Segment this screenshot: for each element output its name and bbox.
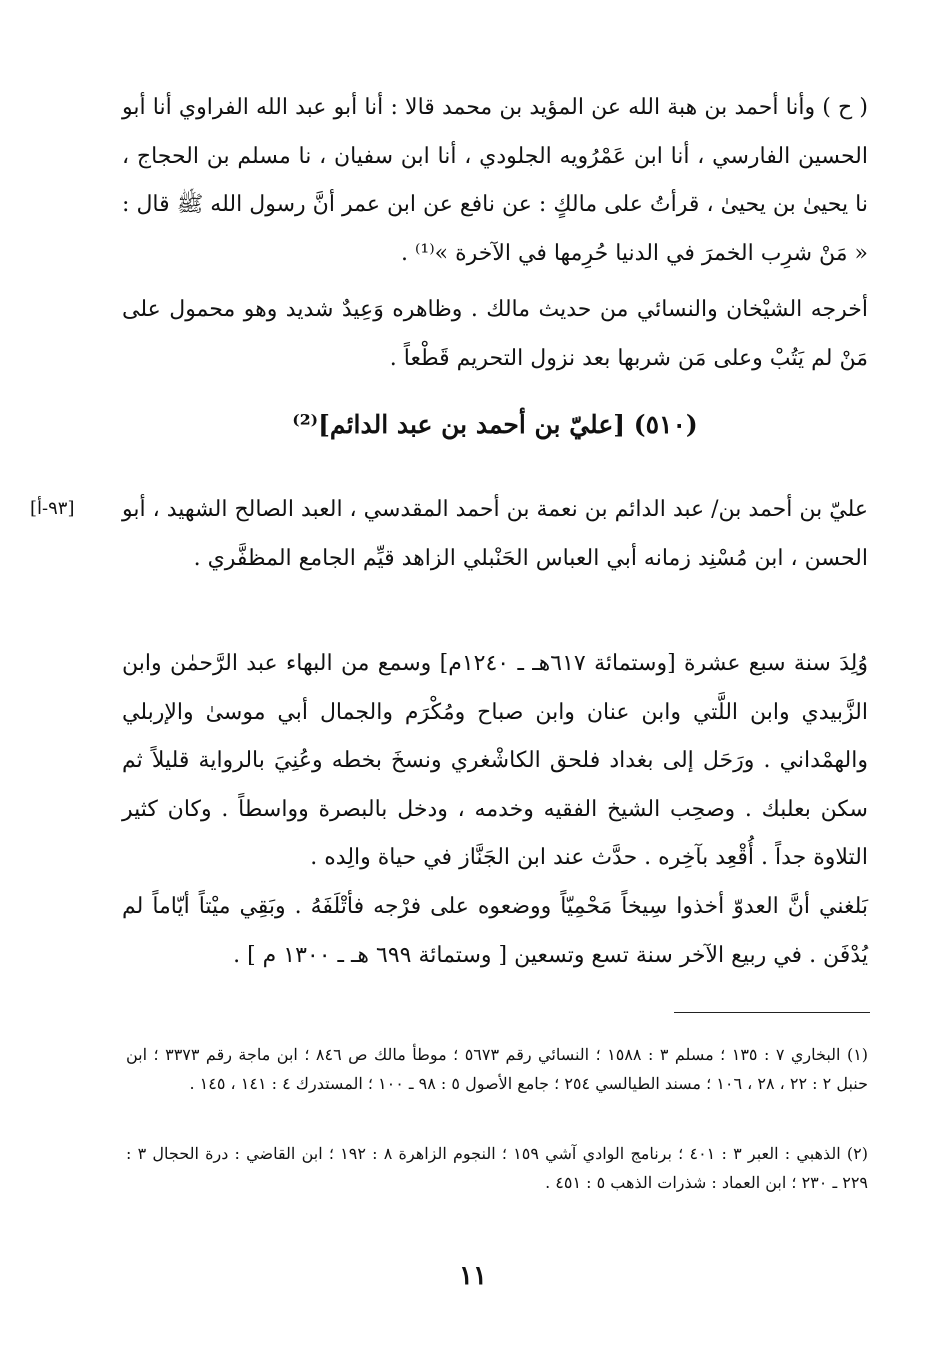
margin-folio-reference: [٩٣-أ] (30, 498, 75, 519)
footnote-1: (١) البخاري ٧ : ١٣٥ ؛ مسلم ٣ : ١٥٨٨ ؛ النسائي رقم ٥٦٧٣ ؛ موطأ مالك ص ٨٤٦ ؛ ابن ماجة رقم ٣٣٧٣ ؛ ابن حنبل ٢ : ٢٢ ، ٢٨ ، ١٠٦ ؛ مسند الطيالسي ٢٥٤ ؛ جامع الأصول ٥ : ٩٨ ـ ١٠٠ ؛ المستدرك ٤ : ١٤١ ، ١٤٥ . (126, 1045, 869, 1093)
page-number: ١١ (459, 1261, 487, 1291)
biography-birth-paragraph: وُلِدَ سنة سبع عشرة [وستمائة ٦١٧هـ ـ ١٢٤٠م] وسمع من البهاء عبد الرَّحمٰن وابن الزَّبيدي وابن اللَّتي وابن عنان وابن صباح ومُكْرَم والجمال أبي موسىٰ والإربلي والهمْداني . ورَحَل إلى بغداد فلحق الكاشْغري ونسخَ بخطه وعُنِيَ بالرواية قليلاً ثم سكن بعلبك . وصحِب الشيخ الفقيه وخدمه ، ودخل بالبصرة وواسطاً . وكان كثير التلاوة جداً . أُقْعِد بآخِره . حدَّث عند ابن الجَنَّاز في حياة والِده . (122, 651, 868, 870)
biography-intro-paragraph: عليّ بن أحمد بن/ عبد الدائم بن نعمة بن أحمد المقدسي ، العبد الصالح الشهيد ، أبو الحسن ، ابن مُسْنِد زمانه أبي العباس الحَنْبلي الزاهد قيِّم الجامع المظفَّري . (122, 497, 868, 571)
footnote-divider (674, 1012, 870, 1013)
hadith-paragraph: ( ح ) وأنا أحمد بن هبة الله عن المؤيد بن محمد قالا : أنا أبو عبد الله الفراوي أنا أبو الحسين الفارسي ، أنا ابن عَمْرُويه الجلودي ، أنا ابن سفيان ، نا مسلم بن الحجاج ، نا يحيىٰ بن يحيىٰ ، قرأتُ على مالكٍ : عن نافع عن ابن عمر أنَّ رسول الله ﷺ قال : « مَنْ شرِب الخمرَ في الدنيا حُرِمها في الآخرة »⁽¹⁾ . (122, 95, 868, 266)
biography-death-paragraph: بَلغني أنَّ العدوّ أخذوا سِيخاً مَحْمِيّاً ووضعوه على فرْجه فأتْلَفَهُ . وبَقِي ميْتاً أيّاماً لم يُدْفَن . في ربيع الآخر سنة تسع وتسعين [ وستمائة ٦٩٩ هـ ـ ١٣٠٠ م ] . (122, 894, 868, 968)
commentary-paragraph: أخرجه الشيْخان والنسائي من حديث مالك . وظاهره وَعِيدٌ شديد وهو محمول على مَنْ لم يَتُبْ وعلى مَن شربها بعد نزول التحريم قَطْعاً . (122, 297, 868, 371)
footnote-2: (٢) الذهبي : العبر ٣ : ٤٠١ ؛ برنامج الوادي آشي ١٥٩ ؛ النجوم الزاهرة ٨ : ١٩٢ ؛ ابن القاضي : درة الحجال ٣ : ٢٢٩ ـ ٢٣٠ ؛ ابن العماد : شذرات الذهب ٥ : ٤٥١ . (126, 1144, 868, 1192)
entry-heading: (٥١٠) [عليّ بن أحمد بن عبد الدائم]⁽²⁾ (292, 410, 698, 439)
